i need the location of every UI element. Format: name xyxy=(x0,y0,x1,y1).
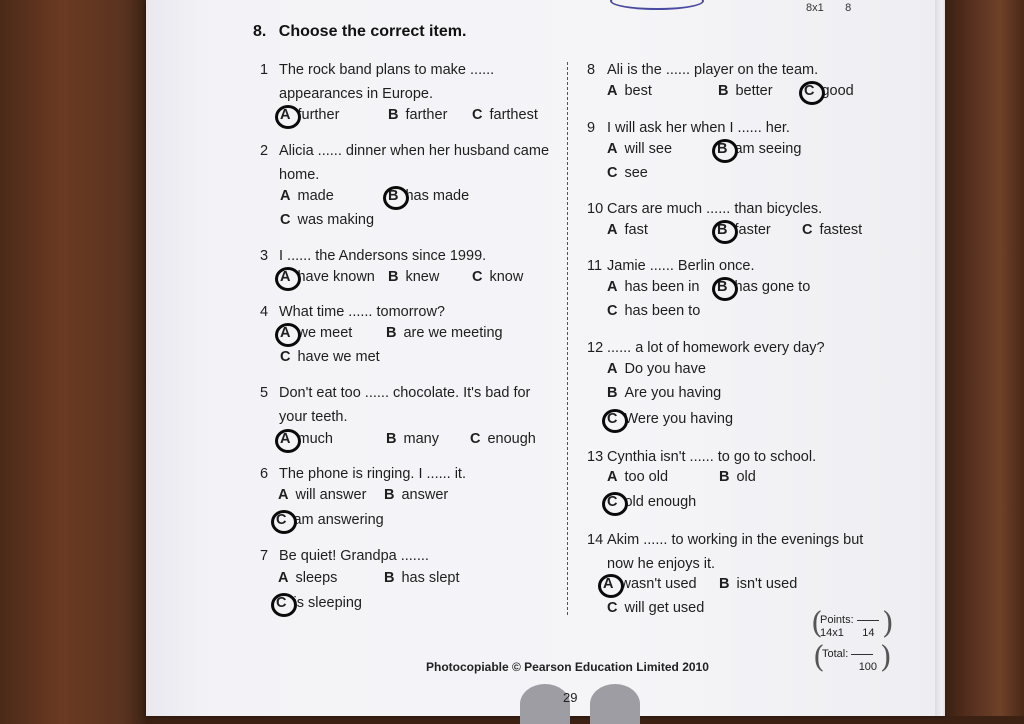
option-text: old enough xyxy=(624,494,697,510)
question-text: I will ask her when I ...... her. xyxy=(607,120,790,136)
question-number: 10 xyxy=(587,201,604,217)
option-text: many xyxy=(403,431,439,447)
question-text: ...... a lot of homework every day? xyxy=(607,340,825,356)
option-text: much xyxy=(297,431,333,447)
column-divider xyxy=(567,62,568,615)
question-number: 2 xyxy=(260,143,269,159)
option-text: has been to xyxy=(624,303,701,319)
option-text: enough xyxy=(487,431,536,447)
option-letter: B xyxy=(384,487,395,503)
pen-circle-mark xyxy=(712,220,738,244)
option-letter: C xyxy=(470,431,481,447)
question-number: 3 xyxy=(260,248,269,264)
option-text: has been in xyxy=(624,279,700,295)
option-letter: C xyxy=(607,165,618,181)
option-text: best xyxy=(624,83,652,99)
answer-option-b[interactable] xyxy=(384,570,460,586)
answer-option-c[interactable] xyxy=(472,269,523,285)
option-letter: C xyxy=(804,83,815,99)
question-text: Akim ...... to working in the evenings but xyxy=(607,532,864,548)
option-text: too old xyxy=(624,469,669,485)
option-letter: B xyxy=(388,188,399,204)
question-text: Ali is the ...... player on the team. xyxy=(607,62,819,78)
points-paren-close: ) xyxy=(882,606,894,641)
pen-circle-mark xyxy=(275,323,301,347)
option-letter: C xyxy=(607,600,618,616)
option-text: will answer xyxy=(295,487,367,503)
option-letter: C xyxy=(607,411,618,427)
option-text: knew xyxy=(405,269,440,285)
answer-option-b[interactable] xyxy=(388,107,447,123)
total-paren-open: ( xyxy=(813,640,825,675)
total-paren-close: ) xyxy=(880,640,892,675)
copyright-footer: Photocopiable © Pearson Education Limited 2010 xyxy=(426,660,709,674)
answer-option-b[interactable] xyxy=(719,469,756,485)
option-text: fastest xyxy=(819,222,863,238)
option-letter: B xyxy=(386,431,397,447)
question-text: Alicia ...... dinner when her husband came xyxy=(279,143,550,159)
option-letter: A xyxy=(280,107,291,123)
question-text-continued: now he enjoys it. xyxy=(607,556,716,572)
option-letter: A xyxy=(607,279,618,295)
option-text: answer xyxy=(401,487,449,503)
option-text: will see xyxy=(624,141,673,157)
pen-circle-mark xyxy=(602,409,628,433)
option-letter: A xyxy=(280,431,291,447)
option-letter: C xyxy=(276,512,287,528)
points-paren-open: ( xyxy=(811,606,823,641)
pen-circle-mark xyxy=(271,510,297,534)
top-score-box xyxy=(806,2,851,14)
option-text: faster xyxy=(734,222,771,238)
question-number: 6 xyxy=(260,466,269,482)
option-text: are we meeting xyxy=(403,325,503,341)
pen-circle-mark xyxy=(275,267,301,291)
question-text: Jamie ...... Berlin once. xyxy=(607,258,755,274)
answer-option-a[interactable] xyxy=(607,361,706,377)
question-number: 9 xyxy=(587,120,596,136)
option-text: we meet xyxy=(297,325,353,341)
option-letter: A xyxy=(607,141,618,157)
question-number: 8 xyxy=(587,62,596,78)
option-text: is sleeping xyxy=(293,595,362,611)
option-letter: A xyxy=(603,576,614,592)
option-text: Do you have xyxy=(624,361,706,377)
option-letter: B xyxy=(388,269,399,285)
page-tab-right xyxy=(590,684,640,724)
option-letter: C xyxy=(472,107,483,123)
answer-option-b[interactable] xyxy=(386,431,439,447)
option-text: am seeing xyxy=(734,141,802,157)
option-letter: B xyxy=(607,385,618,401)
question-number: 12 xyxy=(587,340,604,356)
question-text: Don't eat too ...... chocolate. It's bad for xyxy=(279,385,531,401)
option-text: has slept xyxy=(401,570,460,586)
option-text: see xyxy=(624,165,648,181)
question-number: 14 xyxy=(587,532,604,548)
option-letter: B xyxy=(717,279,728,295)
option-letter: C xyxy=(280,349,291,365)
option-letter: B xyxy=(384,570,395,586)
points-box xyxy=(820,614,879,640)
option-text: has made xyxy=(405,188,470,204)
option-text: farther xyxy=(405,107,448,123)
pen-circle-mark xyxy=(712,139,738,163)
total-box xyxy=(822,648,877,674)
exercise-heading xyxy=(253,23,466,41)
option-letter: B xyxy=(717,141,728,157)
pen-circle-mark xyxy=(383,186,409,210)
option-letter: C xyxy=(802,222,813,238)
option-text: know xyxy=(489,269,524,285)
option-text: am answering xyxy=(293,512,384,528)
option-text: isn't used xyxy=(736,576,798,592)
question-text: Cars are much ...... than bicycles. xyxy=(607,201,823,217)
option-letter: B xyxy=(386,325,397,341)
question-text-continued: home. xyxy=(279,167,320,183)
answer-option-c[interactable] xyxy=(470,431,536,447)
pen-circle-mark xyxy=(271,593,297,617)
option-text: Are you having xyxy=(624,385,722,401)
option-text: further xyxy=(297,107,340,123)
option-letter: C xyxy=(472,269,483,285)
question-number: 11 xyxy=(587,258,603,274)
option-letter: B xyxy=(719,576,730,592)
question-number: 13 xyxy=(587,449,604,465)
answer-option-a[interactable] xyxy=(607,222,648,238)
option-text: fast xyxy=(624,222,648,238)
answer-option-a[interactable] xyxy=(278,570,337,586)
question-text: Cynthia isn't ...... to go to school. xyxy=(607,449,817,465)
wooden-table-right xyxy=(945,0,1024,716)
option-letter: C xyxy=(280,212,291,228)
option-letter: C xyxy=(607,303,618,319)
answer-option-c[interactable] xyxy=(280,349,380,365)
pen-circle-mark xyxy=(598,574,624,598)
answer-option-a[interactable] xyxy=(607,279,699,295)
question-text: I ...... the Andersons since 1999. xyxy=(279,248,487,264)
option-text: farthest xyxy=(489,107,538,123)
option-letter: A xyxy=(280,269,291,285)
option-letter: A xyxy=(607,222,618,238)
option-text: have we met xyxy=(297,349,380,365)
answer-option-a[interactable] xyxy=(278,487,366,503)
option-text: old xyxy=(736,469,756,485)
question-number: 4 xyxy=(260,304,269,320)
option-text: made xyxy=(297,188,334,204)
option-letter: A xyxy=(278,487,289,503)
option-letter: A xyxy=(607,361,618,377)
answer-option-b[interactable] xyxy=(388,269,439,285)
option-letter: A xyxy=(280,188,291,204)
option-text: good xyxy=(821,83,854,99)
question-text-continued: your teeth. xyxy=(279,409,348,425)
option-text: Were you having xyxy=(624,411,734,427)
option-letter: A xyxy=(280,325,291,341)
option-letter: A xyxy=(278,570,289,586)
pen-circle-mark xyxy=(275,429,301,453)
question-text: The rock band plans to make ...... xyxy=(279,62,495,78)
option-letter: C xyxy=(607,494,618,510)
answer-option-a[interactable] xyxy=(607,141,672,157)
option-text: was making xyxy=(297,212,375,228)
answer-option-c[interactable] xyxy=(607,165,648,181)
question-number: 7 xyxy=(260,548,269,564)
worksheet-page xyxy=(146,0,946,716)
exercise-title: Choose the correct item. xyxy=(278,23,467,40)
option-letter: B xyxy=(719,469,730,485)
exercise-number: 8. xyxy=(253,23,267,40)
top-score-multiplier: 8x1 xyxy=(806,2,824,14)
answer-option-a[interactable] xyxy=(607,469,668,485)
answer-option-b[interactable] xyxy=(719,576,797,592)
question-text-continued: appearances in Europe. xyxy=(279,86,433,102)
question-text: What time ...... tomorrow? xyxy=(279,304,445,320)
answer-option-c[interactable] xyxy=(607,303,700,319)
option-text: will get used xyxy=(624,600,705,616)
pen-circle-mark xyxy=(275,105,301,129)
total-label: Total: xyxy=(822,648,849,660)
option-text: has gone to xyxy=(734,279,811,295)
answer-option-b[interactable] xyxy=(384,487,448,503)
option-text: better xyxy=(735,83,773,99)
answer-option-a[interactable] xyxy=(607,83,652,99)
option-text: sleeps xyxy=(295,570,338,586)
question-text: Be quiet! Grandpa ....... xyxy=(279,548,429,564)
pen-circle-mark xyxy=(712,277,738,301)
question-number: 5 xyxy=(260,385,269,401)
pen-circle-mark xyxy=(602,492,628,516)
option-letter: B xyxy=(717,222,728,238)
option-letter: B xyxy=(718,83,729,99)
answer-option-c[interactable] xyxy=(280,212,374,228)
option-text: wasn't used xyxy=(620,576,697,592)
option-letter: A xyxy=(607,83,618,99)
points-max: 14 xyxy=(862,627,875,639)
option-letter: C xyxy=(276,595,287,611)
answer-option-c[interactable] xyxy=(802,222,862,238)
answer-option-b[interactable] xyxy=(718,83,773,99)
pen-circle-mark xyxy=(799,81,825,105)
question-text: The phone is ringing. I ...... it. xyxy=(279,466,466,482)
points-label: Points: xyxy=(820,614,854,626)
top-score-max: 8 xyxy=(845,2,852,14)
answer-option-c[interactable] xyxy=(472,107,538,123)
answer-option-c[interactable] xyxy=(607,600,704,616)
answer-option-b[interactable] xyxy=(607,385,721,401)
answer-option-a[interactable] xyxy=(280,188,334,204)
option-letter: A xyxy=(607,469,618,485)
question-number: 1 xyxy=(260,62,269,78)
page-number: 29 xyxy=(563,690,578,705)
answer-option-b[interactable] xyxy=(386,325,503,341)
points-multiplier: 14x1 xyxy=(820,627,844,639)
total-max: 100 xyxy=(858,661,878,673)
option-text: have known xyxy=(297,269,375,285)
option-letter: B xyxy=(388,107,399,123)
